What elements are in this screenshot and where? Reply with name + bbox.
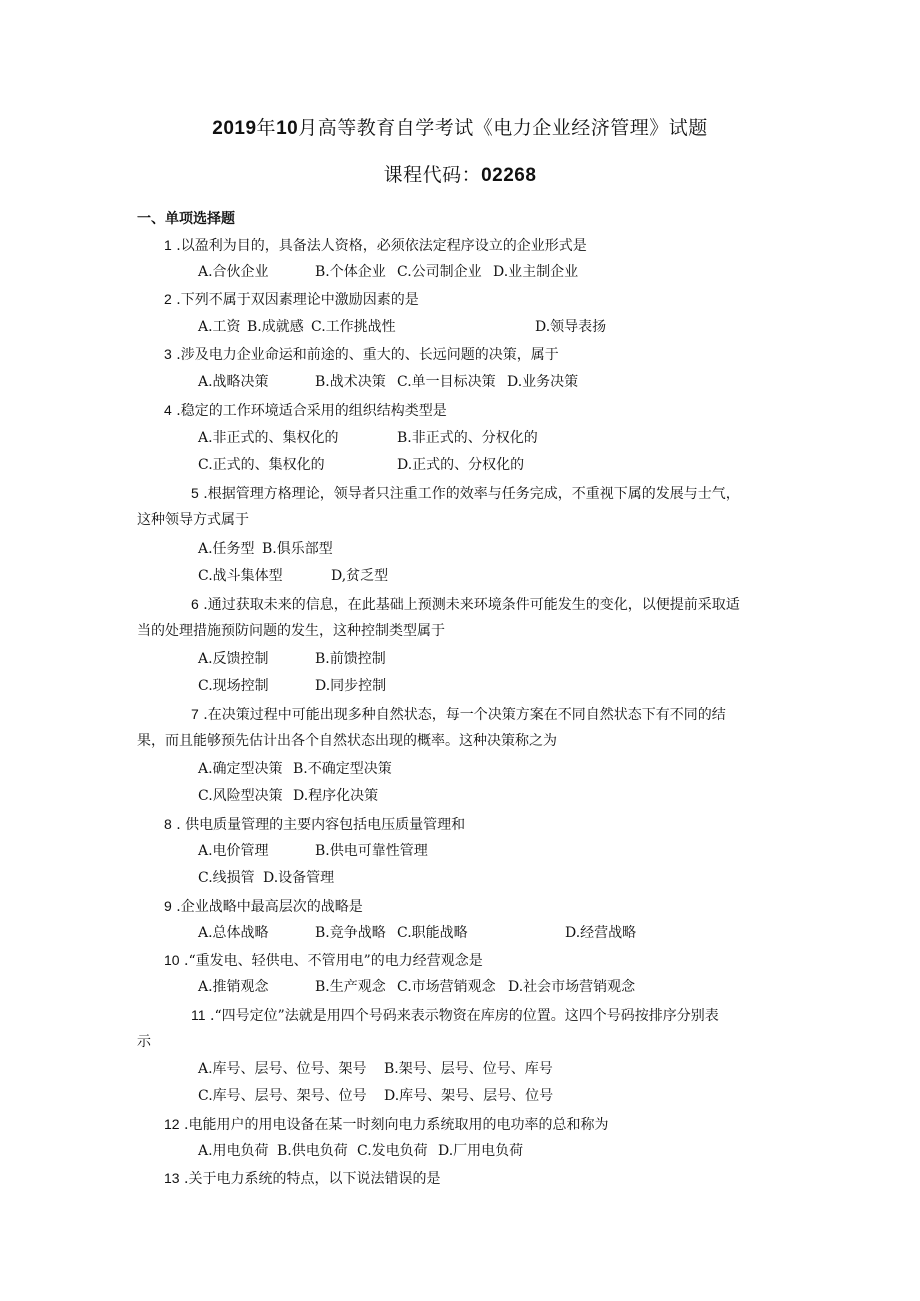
question-text: .在决策过程中可能出现多种自然状态，每一个决策方案在不同自然状态下有不同的结 (203, 707, 726, 723)
option-a: A.工资 (198, 319, 241, 335)
option-c: C.正式的、集权化的 (198, 457, 325, 473)
option-c: C.发电负荷 (357, 1143, 428, 1159)
option-b: B.不确定型决策 (293, 761, 392, 777)
question-number: 2 (164, 291, 172, 307)
question-number: 5 (191, 485, 199, 501)
question-7 (137, 701, 787, 729)
option-d: D.正式的、分权化的 (397, 457, 525, 473)
option-d: D.业务决策 (507, 374, 579, 390)
question-text: . 供电质量管理的主要内容包括电压质量管理和 (176, 817, 466, 833)
question-text: .以盈利为目的，具备法人资格，必须依法定程序设立的企业形式是 (176, 238, 587, 254)
question-number: 7 (191, 706, 199, 722)
question-number: 10 (164, 952, 180, 968)
option-a: A.总体战略 (198, 925, 269, 941)
option-c: C.公司制企业 (397, 264, 482, 280)
option-a: A.非正式的、集权化的 (198, 430, 339, 446)
question-7-cont: 果，而且能够预先估计出各个自然状态出现的概率。这种决策称之为 (137, 733, 557, 749)
option-d: D.厂用电负荷 (438, 1143, 524, 1159)
option-c: C.单一目标决策 (397, 374, 496, 390)
option-d: D.设备管理 (263, 870, 335, 886)
question-text: .企业战略中最高层次的战略是 (176, 899, 363, 915)
option-b: B.供电可靠性管理 (315, 843, 428, 859)
course-code (0, 160, 920, 187)
option-b: B.生产观念 (315, 979, 386, 995)
question-9 (137, 893, 814, 921)
question-text: .“重发电、轻供电、不管用电”的电力经营观念是 (184, 953, 483, 969)
question-2 (137, 286, 814, 314)
section-heading: 一、单项选择题 (137, 211, 235, 227)
option-b: B.架号、层号、位号、库号 (384, 1061, 553, 1077)
question-number: 12 (164, 1116, 180, 1132)
question-text: .涉及电力企业命运和前途的、重大的、长远问题的决策，属于 (176, 347, 559, 363)
question-text: .根据管理方格理论，领导者只注重工作的效率与任务完成，不重视下属的发展与士气， (203, 486, 740, 502)
option-c: C.战斗集体型 (198, 568, 283, 584)
question-5 (137, 480, 787, 508)
question-number: 11 (191, 1007, 206, 1023)
option-a: A.库号、层号、位号、架号 (198, 1061, 367, 1077)
question-4 (137, 397, 814, 425)
option-a: A.任务型 (198, 541, 255, 557)
option-d: D.程序化决策 (293, 788, 379, 804)
option-c: C.库号、层号、架号、位号 (198, 1088, 367, 1104)
option-a: A.推销观念 (198, 979, 269, 995)
option-d: D.领导表扬 (535, 319, 607, 335)
option-b: B.俱乐部型 (262, 541, 333, 557)
question-text: .电能用户的用电设备在某一时刻向电力系统取用的电功率的总和称为 (184, 1117, 609, 1133)
question-8 (137, 811, 814, 839)
question-3 (137, 341, 814, 369)
question-6 (137, 591, 787, 619)
question-1 (137, 232, 814, 260)
title-text: 月高等教育自学考试《电力企业经济管理》试题 (298, 117, 708, 139)
question-text: .关于电力系统的特点，以下说法错误的是 (184, 1171, 441, 1187)
course-code-value: 02268 (481, 165, 537, 186)
option-a: A.电价管理 (198, 843, 269, 859)
option-b: B.成就感 (247, 319, 304, 335)
question-number: 3 (164, 346, 172, 362)
course-code-label: 课程代码： (383, 164, 482, 186)
question-text: .下列不属于双因素理论中激励因素的是 (176, 292, 419, 308)
question-11 (137, 1002, 787, 1030)
option-d: D.库号、架号、层号、位号 (384, 1088, 554, 1104)
option-d: D,贫乏型 (331, 568, 389, 584)
title-year: 2019 (212, 118, 257, 139)
question-text: .通过获取未来的信息，在此基础上预测未来环境条件可能发生的变化，以便提前采取适 (203, 597, 740, 613)
question-text: .“四号定位”法就是用四个号码来表示物资在库房的位置。这四个号码按排序分别表 (210, 1008, 719, 1024)
question-11-cont: 示 (137, 1034, 151, 1050)
option-b: B.竞争战略 (315, 925, 386, 941)
option-b: B.战术决策 (315, 374, 386, 390)
option-d: D.同步控制 (315, 678, 387, 694)
option-d: D.业主制企业 (493, 264, 579, 280)
option-c: C.现场控制 (198, 678, 269, 694)
option-b: B.个体企业 (315, 264, 386, 280)
option-a: A.用电负荷 (198, 1143, 269, 1159)
option-c: C.工作挑战性 (311, 319, 396, 335)
option-d: D.经营战略 (565, 925, 637, 941)
exam-title (0, 113, 920, 140)
question-6-cont: 当的处理措施预防问题的发生，这种控制类型属于 (137, 623, 445, 639)
option-a: A.确定型决策 (198, 761, 283, 777)
question-13 (137, 1165, 814, 1193)
option-c: C.市场营销观念 (397, 979, 496, 995)
option-a: A.反馈控制 (198, 651, 269, 667)
question-number: 8 (164, 816, 172, 832)
option-a: A.战略决策 (198, 374, 269, 390)
question-number: 1 (164, 237, 172, 253)
question-text: .稳定的工作环境适合采用的组织结构类型是 (176, 403, 447, 419)
question-5-cont: 这种领导方式属于 (137, 512, 249, 528)
question-10 (137, 947, 814, 975)
question-number: 9 (164, 898, 172, 914)
option-b: B.供电负荷 (277, 1143, 348, 1159)
option-a: A.合伙企业 (198, 264, 269, 280)
question-number: 6 (191, 596, 199, 612)
title-year-suffix: 年 (256, 117, 277, 139)
option-c: C.线损管 (198, 870, 255, 886)
option-c: C.职能战略 (397, 925, 468, 941)
option-b: B.非正式的、分权化的 (397, 430, 538, 446)
question-number: 4 (164, 402, 172, 418)
title-month: 10 (276, 118, 299, 139)
question-12 (137, 1111, 814, 1139)
option-c: C.风险型决策 (198, 788, 283, 804)
option-b: B.前馈控制 (315, 651, 386, 667)
question-number: 13 (164, 1170, 180, 1186)
option-d: D.社会市场营销观念 (508, 979, 636, 995)
